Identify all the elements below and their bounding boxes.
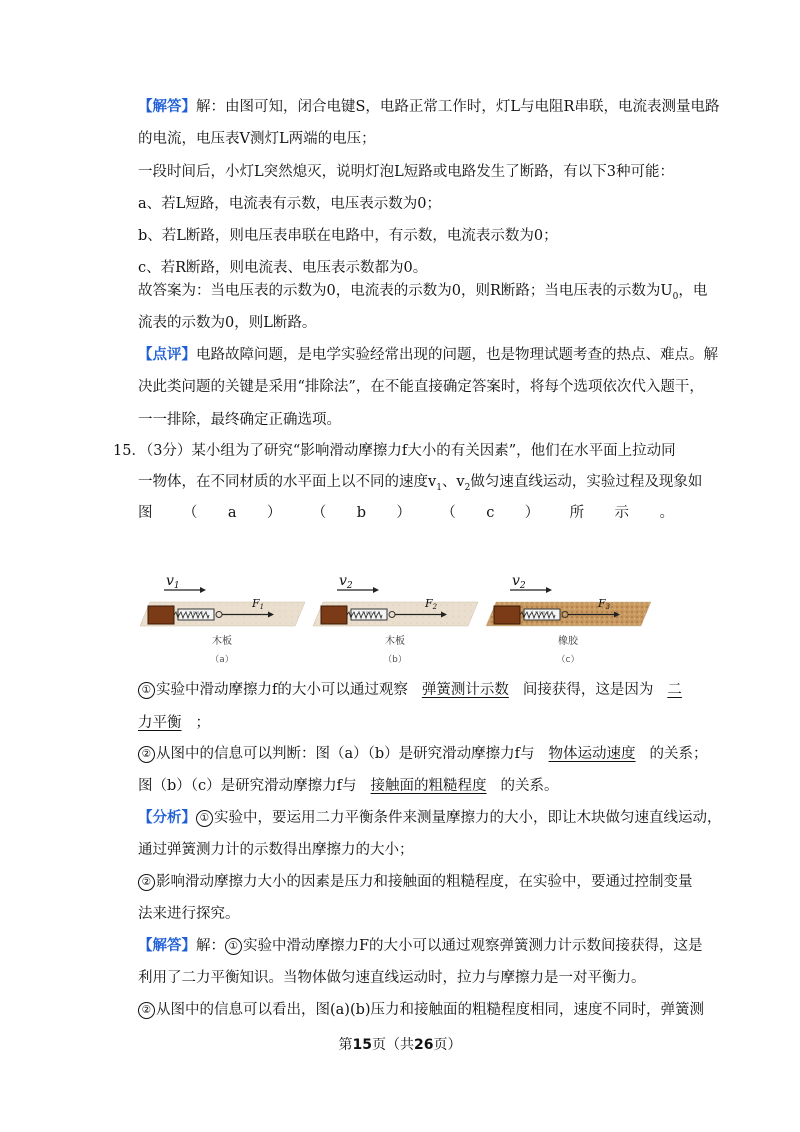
page-number: 15 xyxy=(352,1037,372,1053)
analysis15-line3: ② 影响滑动摩擦力大小的因素是压力和接触面的粗糙程度，在实验中，要通过控制变量 xyxy=(138,872,693,892)
answer14-line3: 一段时间后，小灯L突然熄灭，说明灯泡L短路或电路发生了断路，有以下3种可能： xyxy=(138,164,674,180)
analysis-tag: 【分析】 xyxy=(138,809,196,826)
answer14-line8: 流表的示数为0，则L断路。 xyxy=(138,315,317,331)
surface-label: 木板 xyxy=(212,636,232,647)
spring-scale xyxy=(524,609,560,620)
sub-question-2: ② 从图中的信息可以判断：图（a）（b）是研究滑动摩擦力f与 物体运动速度 的关系； xyxy=(138,744,708,764)
velocity-arrowhead xyxy=(200,587,206,593)
force-label: F2 xyxy=(425,597,438,611)
comment-tag: 【点评】 xyxy=(138,346,196,363)
spring-scale xyxy=(178,609,214,620)
answer14-line2: 的电流，电压表V测灯L两端的电压； xyxy=(138,131,376,147)
comment14-line2: 决此类问题的关键是采用“排除法”，在不能直接确定答案时，将每个选项依次代入题干， xyxy=(138,379,704,395)
figure-panel xyxy=(140,573,305,665)
question15-line1: 15．（3分）某小组为了研究“影响滑动摩擦力f大小的有关因素”，他们在水平面上拉动同 xyxy=(113,443,676,459)
question-number: 15． xyxy=(113,443,146,459)
answer-tag: 【解答】 xyxy=(138,98,196,115)
answer14-line1: 【解答】解：由图可知，闭合电键S，电路正常工作时，灯L与电阻R串联，电流表测量电路 xyxy=(138,98,720,115)
friction-experiment-figure xyxy=(138,566,660,670)
velocity-arrowhead xyxy=(373,587,379,593)
answer15-line3: ② 从图中的信息可以看出，图(a)(b)压力和接触面的粗糙程度相同，速度不同时，弹簧测 xyxy=(138,1000,704,1020)
question15-line3: 图 （ a ） （ b ） （ c ） 所 示 。 xyxy=(138,505,674,521)
answer15-line1: 【解答】解： ① 实验中滑动摩擦力F的大小可以通过观察弹簧测力计示数间接获得，这是 xyxy=(138,937,703,954)
answer-blank: 二 xyxy=(667,682,682,698)
wooden-block xyxy=(494,606,520,624)
velocity-label: $v_2$ xyxy=(512,573,526,591)
comment14-line1: 【点评】电路故障问题，是电学实验经常出现的问题，也是物理试题考查的热点、难点。解 xyxy=(138,346,718,363)
velocity-arrowhead xyxy=(546,587,552,593)
surface-label: 木板 xyxy=(385,636,405,647)
figure-panel xyxy=(313,573,478,665)
answer-blank: 力平衡 xyxy=(138,715,182,731)
panel-label: （a） xyxy=(210,655,234,665)
wooden-block xyxy=(148,606,174,624)
answer-blank: 弹簧测计示数 xyxy=(421,682,509,698)
velocity-label: $v_1$ xyxy=(166,573,180,591)
answer-blank: 接触面的粗糙程度 xyxy=(370,778,487,794)
panel-label: （b） xyxy=(383,655,407,665)
answer15-line2: 利用了二力平衡知识。当物体做匀速直线运动时，拉力与摩擦力是一对平衡力。 xyxy=(138,970,646,986)
answer-blank: 物体运动速度 xyxy=(548,746,636,762)
wooden-block xyxy=(321,606,347,624)
answer14-line4: a、若L短路，电流表有示数，电压表示数为0； xyxy=(138,196,441,212)
page-total: 26 xyxy=(414,1037,434,1053)
sub-question-2-cont: 图（b）（c）是研究滑动摩擦力f与 接触面的粗糙程度 的关系。 xyxy=(138,778,559,794)
sub-question-1: ① 实验中滑动摩擦力f的大小可以通过观察 弹簧测计示数 间接获得，这是因为 二 xyxy=(138,680,682,700)
answer14-line5: b、若L断路，则电压表串联在电路中，有示数，电流表示数为0； xyxy=(138,228,558,244)
force-label: F3 xyxy=(598,597,611,611)
answer-tag: 【解答】 xyxy=(138,937,196,954)
analysis15-line1: 【分析】 ① 实验中，要运用二力平衡条件来测量摩擦力的大小，即让木块做匀速直线运动， xyxy=(138,809,722,826)
answer14-line7: 故答案为：当电压表的示数为0，电流表的示数为0，则R断路；当电压表的示数为$U_0$，电 xyxy=(138,283,708,302)
panel-label: （c） xyxy=(556,655,580,665)
analysis15-line4: 法来进行探究。 xyxy=(138,906,240,922)
page-footer: 第15页（共26页） xyxy=(338,1037,462,1053)
spring-scale xyxy=(351,609,387,620)
surface-label: 橡胶 xyxy=(558,636,578,647)
force-label: F1 xyxy=(252,597,265,611)
velocity-label: $v_2$ xyxy=(339,573,353,591)
answer14-line6: c、若R断路，则电流表、电压表示数都为0。 xyxy=(138,260,428,276)
analysis15-line2: 通过弹簧测力计的示数得出摩擦力的大小； xyxy=(138,842,414,858)
figure-panel xyxy=(486,573,651,665)
question15-line2: 一物体，在不同材质的水平面上以不同的速度$v_1$、$v_2$做匀速直线运动，实验过程及现象如 xyxy=(138,474,703,493)
comment14-line3: 一一排除，最终确定正确选项。 xyxy=(138,412,341,428)
sub-question-1-cont: 力平衡 ； xyxy=(138,715,210,731)
